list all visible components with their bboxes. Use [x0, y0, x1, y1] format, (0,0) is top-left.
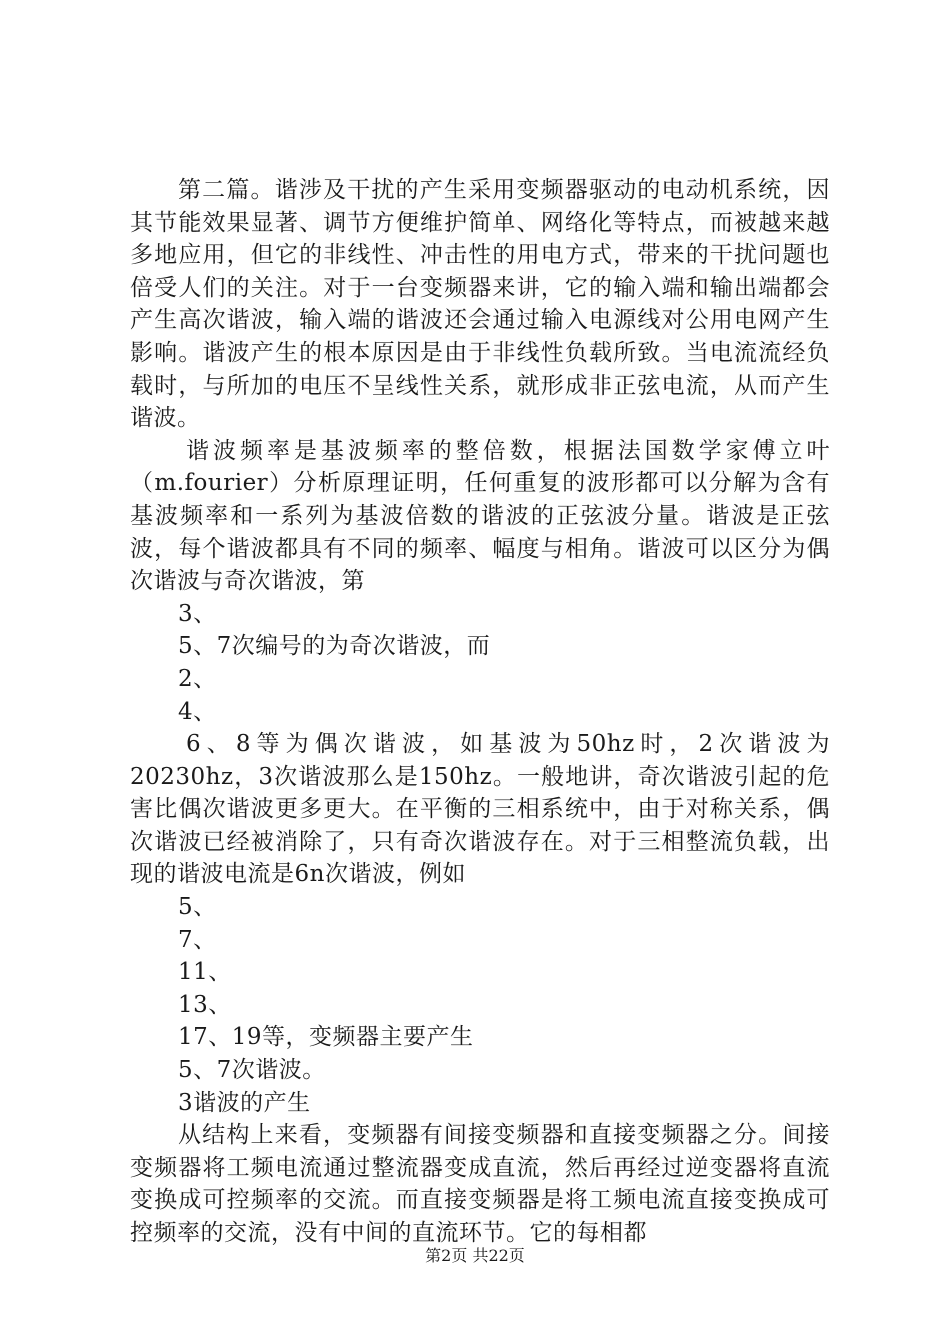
- document-body: [130, 174, 830, 1250]
- paragraph-even-harmonics: 6、8等为偶次谐波，如基波为50hz时，2次谐波为20230hz，3次谐波那么是150hz。一般地讲，奇次谐波引起的危害比偶次谐波更多更大。在平衡的三相系统中，由于对称关系，偶次谐波已经被消除了，只有奇次谐波存在。对于三相整流负载，出现的谐波电流是6n次谐波，例如: [130, 731, 830, 888]
- paragraph-harmonic-frequency: 谐波频率是基波频率的整倍数，根据法国数学家傅立叶（m.fourier）分析原理证明，任何重复的波形都可以分解为含有基波频率和一系列为基波倍数的谐波的正弦波分量。谐波是正弦波，每个谐波都具有不同的频率、幅度与相角。谐波可以区分为偶次谐波与奇次谐波，第: [130, 437, 830, 595]
- list-line: 13、: [178, 991, 232, 1018]
- list-line: 17、19等，变频器主要产生: [178, 1024, 474, 1051]
- paragraph-structure: 从结构上来看，变频器有间接变频器和直接变频器之分。间接变频器将工频电流通过整流器变成直流，然后再经过逆变器将直流变换成可控频率的交流。而直接变频器是将工频电流直接变换成可控频率的交流，没有中间的直流环节。它的每相都: [130, 1122, 830, 1246]
- section-heading: 3谐波的产生: [178, 1089, 311, 1116]
- list-line: 7、: [178, 926, 217, 953]
- list-line: 3、: [178, 600, 217, 627]
- paragraph-intro: 第二篇。谐涉及干扰的产生采用变频器驱动的电动机系统，因其节能效果显著、调节方便维护简单、网络化等特点，而被越来越多地应用，但它的非线性、冲击性的用电方式，带来的干扰问题也倍受人们的关注。对于一台变频器来讲，它的输入端和输出端都会产生高次谐波，输入端的谐波还会通过输入电源线对公用电网产生影响。谐波产生的根本原因是由于非线性负载所致。当电流流经负载时，与所加的电压不呈线性关系，就形成非正弦电流，从而产生谐波。: [130, 177, 830, 432]
- list-line: 11、: [178, 959, 232, 986]
- list-line: 5、7次谐波。: [178, 1057, 326, 1084]
- list-line: 5、: [178, 894, 217, 921]
- list-line: 5、7次编号的为奇次谐波，而: [178, 633, 491, 660]
- page-number-footer: 第2页 共22页: [425, 1246, 525, 1265]
- list-line: 4、: [178, 698, 217, 725]
- list-line: 2、: [178, 665, 217, 692]
